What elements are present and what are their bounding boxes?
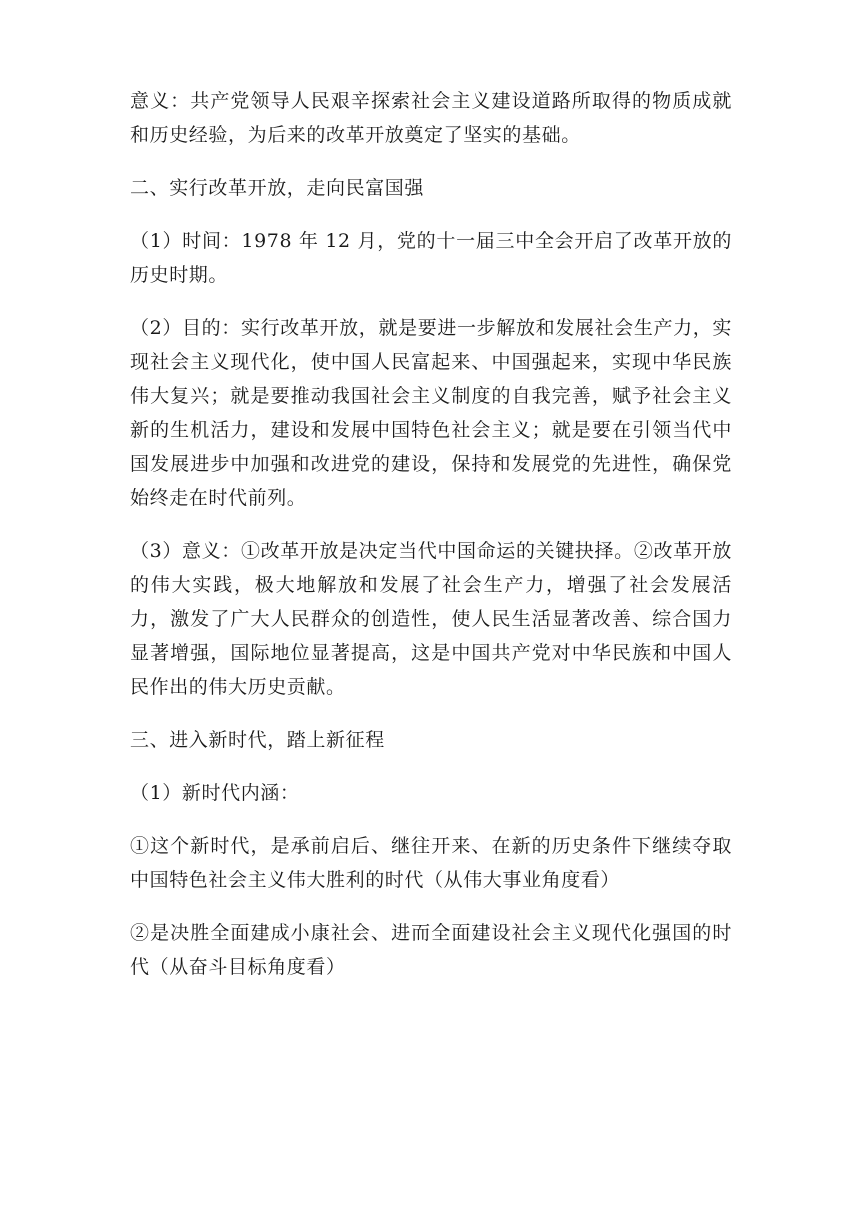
paragraph-time: （1）时间：1978 年 12 月，党的十一届三中全会开启了改革开放的历史时期。	[130, 230, 732, 286]
list-item-new-era-1: ①这个新时代，是承前启后、继往开来、在新的历史条件下继续夺取中国特色社会主义伟大胜利的时代（从伟大事业角度看）	[130, 835, 732, 891]
list-item-new-era-2: ②是决胜全面建成小康社会、进而全面建设社会主义现代化强国的时代（从奋斗目标角度看）	[130, 922, 732, 978]
document-body	[130, 84, 732, 1003]
paragraph-purpose: （2）目的：实行改革开放，就是要进一步解放和发展社会生产力，实现社会主义现代化，使中国人民富起来、中国强起来，实现中华民族伟大复兴；就是要推动我国社会主义制度的自我完善，赋予社会主义新的生机活力，建设和发展中国特色社会主义；就是要在引领当代中国发展进步中加强和改进党的建设，保持和发展党的先进性，确保党始终走在时代前列。	[130, 317, 732, 509]
heading-reform-opening: 二、实行改革开放，走向民富国强	[130, 177, 425, 199]
paragraph-significance: 意义：共产党领导人民艰辛探索社会主义建设道路所取得的物质成就和历史经验，为后来的改革开放奠定了坚实的基础。	[130, 90, 732, 146]
heading-new-era: 三、进入新时代，踏上新征程	[130, 729, 385, 751]
paragraph-new-era-meaning: （1）新时代内涵：	[130, 782, 300, 804]
paragraph-reform-significance: （3）意义：①改革开放是决定当代中国命运的关键抉择。②改革开放的伟大实践，极大地解放和发展了社会生产力，增强了社会发展活力，激发了广大人民群众的创造性，使人民生活显著改善、综合国力显著增强，国际地位显著提高，这是中国共产党对中华民族和中国人民作出的伟大历史贡献。	[130, 540, 732, 698]
